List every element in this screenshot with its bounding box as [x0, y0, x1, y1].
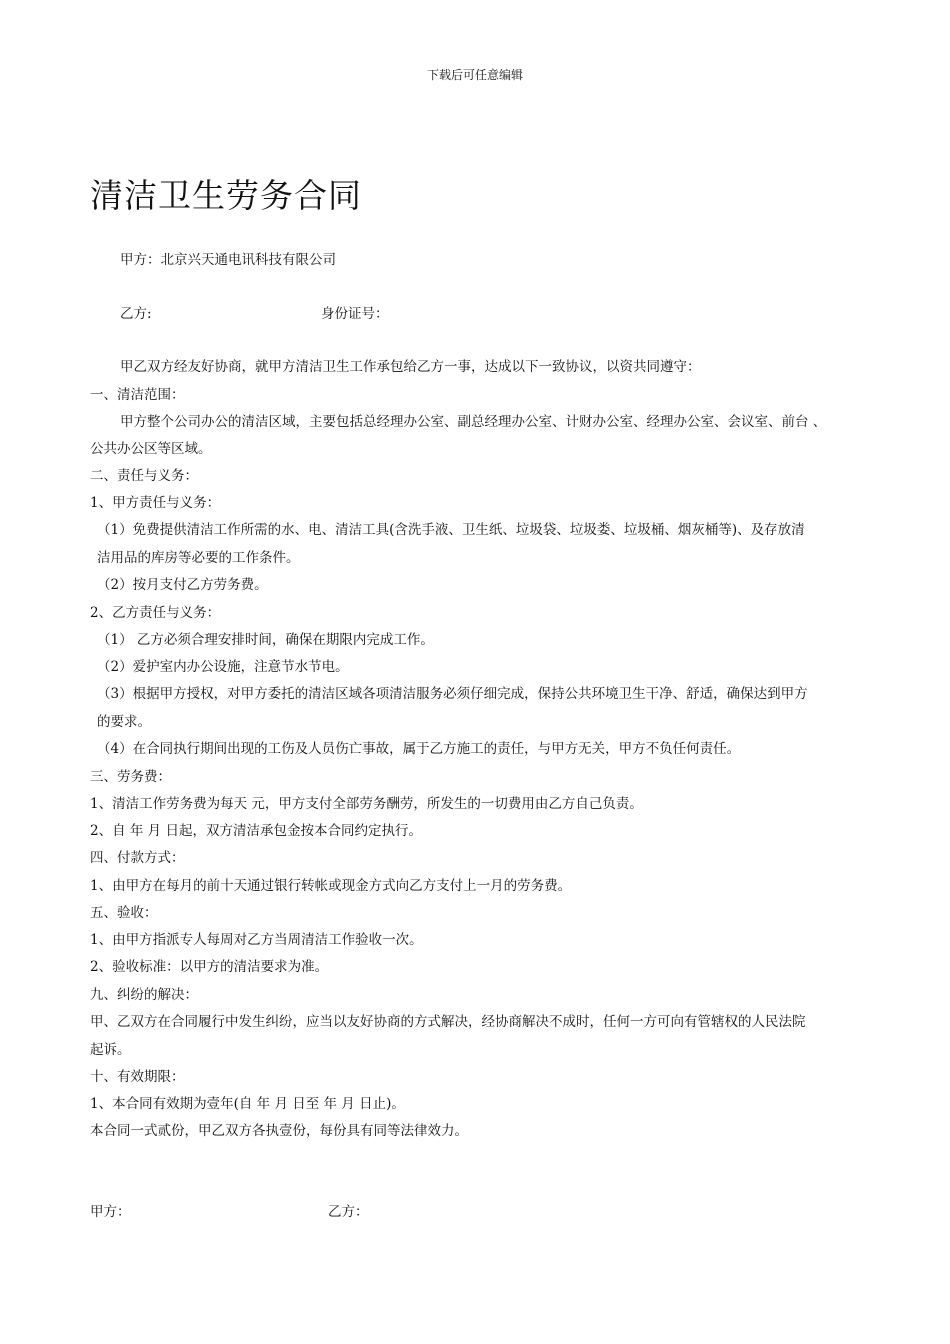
body-line: 甲方整个公司办公的清洁区域，主要包括总经理办公室、副总经理办公室、计财办公室、经理办公室、会议室、前台 、 [120, 414, 827, 430]
signature-party-b: 乙方： [328, 1204, 369, 1220]
body-line: （3）根据甲方授权，对甲方委托的清洁区域各项清洁服务必须仔细完成，保持公共环境卫生干净、舒适，确保达到甲方 [97, 686, 808, 702]
body-line: 甲、乙双方在合同履行中发生纠纷，应当以友好协商的方式解决，经协商解决不成时，任何一方可向有管辖权的人民法院 [90, 1014, 806, 1030]
body-line: 1、由甲方指派专人每周对乙方当周清洁工作验收一次。 [90, 932, 423, 948]
page-header-note: 下载后可任意编辑 [426, 68, 523, 82]
section-4-heading: 四、付款方式： [90, 850, 185, 866]
body-line: 2、验收标准：以甲方的清洁要求为准。 [90, 959, 329, 975]
body-line: 1、清洁工作劳务费为每天 元，甲方支付全部劳务酬劳，所发生的一切费用由乙方自己负责。 [90, 796, 643, 812]
party-b-label: 乙方: [120, 306, 152, 322]
body-line: （1）免费提供清洁工作所需的水、电、清洁工具(含洗手液、卫生纸、垃圾袋、垃圾娄、垃圾桶、烟灰桶等)、及存放清 [97, 522, 805, 538]
id-card-label: 身份证号： [321, 306, 389, 322]
body-line: 起诉。 [90, 1042, 131, 1058]
section-1-heading: 一、清洁范围： [90, 387, 185, 403]
body-line: 公共办公区等区域。 [90, 441, 212, 457]
section-10-heading: 十、有效期限： [90, 1069, 185, 1085]
section-2-heading: 二、责任与义务： [90, 468, 198, 484]
body-line: （2）按月支付乙方劳务费。 [97, 577, 268, 593]
subsection-heading: 1、甲方责任与义务： [90, 495, 221, 511]
body-line: 1、由甲方在每月的前十天通过银行转帐或现金方式向乙方支付上一月的劳务费。 [90, 878, 572, 894]
body-line: （4）在合同执行期间出现的工伤及人员伤亡事故，属于乙方施工的责任，与甲方无关，甲方不负任何责任。 [97, 741, 741, 757]
section-3-heading: 三、劳务费： [90, 769, 171, 785]
body-line: 的要求。 [97, 714, 151, 730]
section-5-heading: 五、验收： [90, 905, 158, 921]
subsection-heading: 2、乙方责任与义务： [90, 605, 221, 621]
body-line: （2）爱护室内办公设施，注意节水节电。 [97, 659, 349, 675]
section-9-heading: 九、纠纷的解决： [90, 987, 198, 1003]
intro-paragraph: 甲乙双方经友好协商，就甲方清洁卫生工作承包给乙方一事，达成以下一致协议，以资共同遵守： [120, 359, 701, 375]
party-a-line: 甲方：北京兴天通电讯科技有限公司 [120, 252, 336, 268]
body-line: 1、本合同有效期为壹年(自 年 月 日至 年 月 日止)。 [90, 1096, 405, 1112]
body-line: （1） 乙方必须合理安排时间，确保在期限内完成工作。 [97, 632, 434, 648]
body-line: 2、自 年 月 日起，双方清洁承包金按本合同约定执行。 [90, 823, 422, 839]
signature-party-a: 甲方： [90, 1204, 131, 1220]
body-line: 本合同一式贰份，甲乙双方各执壹份，每份具有同等法律效力。 [90, 1123, 468, 1139]
body-line: 洁用品的库房等必要的工作条件。 [97, 550, 300, 566]
document-title: 清洁卫生劳务合同 [90, 176, 362, 215]
